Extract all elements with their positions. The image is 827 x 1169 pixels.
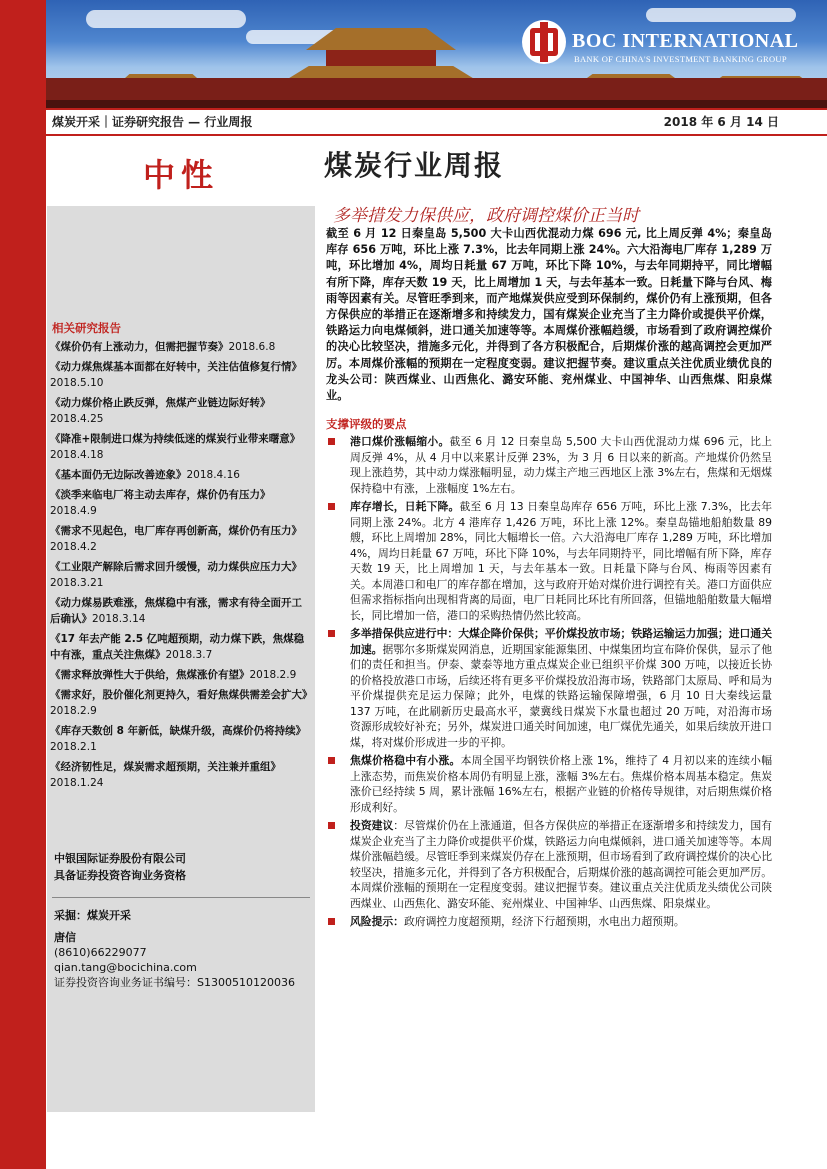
company-name: 中银国际证券股份有限公司 — [54, 852, 186, 865]
left-red-bar — [0, 0, 46, 1169]
related-report-item[interactable]: 《降准+限制进口煤为持续低迷的煤炭行业带来曙意》2018.4.18 — [50, 433, 301, 461]
related-reports-list — [50, 339, 312, 795]
related-report-item[interactable]: 《17 年去产能 2.5 亿吨超预期，动力煤下跌，焦煤稳中有涨，重点关注焦煤》2018.3.7 — [50, 633, 305, 661]
report-subtitle: 多举措发力保供应，政府调控煤价正当时 — [333, 206, 639, 226]
report-title: 煤炭行业周报 — [324, 149, 505, 182]
sidebar-divider — [52, 897, 310, 898]
points-section-title: 支撑评级的要点 — [326, 417, 407, 431]
summary-paragraph: 截至 6 月 12 日秦皇岛 5,500 大卡山西优混动力煤 696 元, 比上周反弹 4%；秦皇岛库存 656 万吨，环比上涨 7.3%，比去年同期上涨 24%。六大沿海电厂库存 1,289 万吨，环比增加 4%，周均日耗量 67 万吨，环比下降 10%，与去年同期持平，同比增幅有所下降，库存天数 19 天，比上周增加 1 天，与去年基本一致。日耗量下降与台风、梅雨等因素有关。尽管旺季到来，而产地煤炭供应受到环保制约，煤价仍有上涨预期，但各方保供应的举措正在逐渐增多和持续发力，国有煤炭企业充当了主力降价或提供平价煤，铁路运力向电煤倾斜，进口通关加速等等。本周煤价涨幅趋缓，市场看到了政府调控煤价的决心比较坚决，措施多元化，并得到了各方积极配合，后期煤价涨的越高调控会更加严厉。本周煤价涨幅的预期在一定程度变弱。建议把握节奏。建议重点关注优质业绩优良的龙头公司：陕西煤业、山西焦化、潞安环能、兖州煤业、中国神华、山西焦煤、阳泉煤业。 — [326, 227, 772, 403]
related-report-item[interactable]: 《煤价仍有上涨动力，但需把握节奏》2018.6.8 — [50, 341, 276, 353]
related-report-item[interactable]: 《需求释放弹性大于供给，焦煤涨价有望》2018.2.9 — [50, 669, 297, 681]
analyst-info — [54, 930, 295, 990]
analyst-name: 唐信 — [54, 931, 76, 944]
key-point-item: 焦煤价格稳中有小涨。本周全国平均钢铁价格上涨 1%，维持了 4 月初以来的连续小幅上涨态势，而焦炭价格本周仍有明显上涨，涨幅 3%左右。焦煤价格本周基本稳定。焦炭涨价已经持续 5 周，累计涨幅 16%左右，根据产业链的价格传导规律，对后期焦煤价格形成利好。 — [326, 753, 772, 815]
bullet-square-icon — [328, 918, 335, 925]
header-divider-bottom — [46, 134, 827, 136]
analyst-phone: (8610)66229077 — [54, 946, 147, 959]
report-date: 2018 年 6 月 14 日 — [663, 115, 779, 129]
sector-source: 采掘：煤炭开采 — [54, 909, 131, 922]
key-point-item: 风险提示：政府调控力度超预期，经济下行超预期，水电出力超预期。 — [326, 914, 772, 930]
key-points-list — [326, 434, 772, 933]
related-report-item[interactable]: 《动力煤易跌难涨，焦煤稳中有涨，需求有待全面开工后确认》2018.3.14 — [50, 597, 302, 625]
related-report-item[interactable]: 《淡季来临电厂将主动去库存，煤价仍有压力》2018.4.9 — [50, 489, 271, 517]
brand-subtitle: BANK OF CHINA'S INVESTMENT BANKING GROUP — [574, 54, 787, 64]
brand-name: BOC INTERNATIONAL — [572, 30, 799, 52]
related-report-item[interactable]: 《基本面仍无边际改善迹象》2018.4.16 — [50, 469, 240, 481]
bullet-square-icon — [328, 438, 335, 445]
boc-logo-icon — [522, 20, 566, 64]
key-point-item: 投资建议：尽管煤价仍在上涨通道，但各方保供应的举措正在逐渐增多和持续发力，国有煤炭企业充当了主力降价或提供平价煤，铁路运力向电煤倾斜，进口通关加速等等。本周煤价涨幅趋缓。尽管旺季到来煤炭仍存在上涨预期，但市场看到了政府调控煤价的决心比较坚决，措施多元化，并得到了各方积极配合，后期煤价涨的越高调控可能会更加严厉。本周煤价涨幅的预期在一定程度变弱。建议把握节奏。建议重点关注优质龙头绩优公司陕西煤业、山西焦化、潞安环能、兖州煤业、中国神华、山西焦煤、阳泉煤业。 — [326, 818, 772, 911]
header-divider — [46, 108, 827, 110]
related-reports-title: 相关研究报告 — [52, 321, 121, 335]
related-report-item[interactable]: 《需求不见起色，电厂库存再创新高，煤价仍有压力》2018.4.2 — [50, 525, 302, 553]
related-report-item[interactable]: 《动力煤价格止跌反弹，焦煤产业链边际好转》2018.4.25 — [50, 397, 271, 425]
bullet-square-icon — [328, 757, 335, 764]
company-info — [54, 850, 186, 884]
related-report-item[interactable]: 《工业限产解除后需求回升缓慢，动力煤供应压力大》2018.3.21 — [50, 561, 302, 589]
related-report-item[interactable]: 《动力煤焦煤基本面都在好转中，关注估值修复行情》2018.5.10 — [50, 361, 302, 389]
company-qualification: 具备证券投资咨询业务资格 — [54, 869, 186, 882]
rating-badge: 中性 — [47, 140, 315, 206]
bullet-square-icon — [328, 630, 335, 637]
related-report-item[interactable]: 《库存天数创 8 年新低，缺煤升级，高煤价仍将持续》2018.2.1 — [50, 725, 307, 753]
key-point-item: 多举措保供应进行中：大煤企降价保供；平价煤投放市场；铁路运输运力加强；进口通关加速。据鄂尔多斯煤炭网消息，近期国家能源集团、中煤集团均宣布降价保供，显示了他们的责任和担当。伊泰、蒙泰等地方重点煤炭企业已组织平价煤 300 万吨，以接近长协的价格投放港口市场，后续还将有更多平价煤投放沿海市场，铁路部门太原局、呼和局为平价煤提供充足运力保障；此外，电煤的铁路运输保障增强，6 月 10 日大秦线运量 137 万吨，在此刷新历史最高水平，蒙冀线日煤炭下水量也超过 20 万吨，对沿海市场资源形成较好补充；另外，煤炭进口通关时间加速，电厂煤优先通关，如果后续放开进口煤，将对煤价形成进一步的平抑。 — [326, 626, 772, 750]
key-point-item: 港口煤价涨幅缩小。截至 6 月 12 日秦皇岛 5,500 大卡山西优混动力煤 696 元，比上周反弹 4%，从 4 月中以来累计反弹 23%，为 3 月 6 日以来的新高。产地煤价仍然呈现上涨趋势，其中动力煤涨幅明显，动力煤主产地三西地区上涨 3%左右，焦煤和无烟煤保持稳中有涨，上涨幅度 1%左右。 — [326, 434, 772, 496]
related-report-item[interactable]: 《经济韧性足，煤炭需求超预期，关注兼并重组》2018.1.24 — [50, 761, 281, 789]
related-report-item[interactable]: 《需求好，股价催化剂更持久，看好焦煤供需差会扩大》2018.2.9 — [50, 689, 313, 717]
bullet-square-icon — [328, 822, 335, 829]
analyst-cert: 证券投资咨询业务证书编号：S1300510120036 — [54, 976, 295, 989]
analyst-email[interactable]: qian.tang@bocichina.com — [54, 961, 197, 974]
bullet-square-icon — [328, 503, 335, 510]
key-point-item: 库存增长，日耗下降。截至 6 月 13 日秦皇岛库存 656 万吨，环比上涨 7.3%，比去年同期上涨 24%。北方 4 港库存 1,426 万吨，环比上涨 12%。秦皇岛锚地船舶数量 89 艘，环比上周增加 28%，同比大幅增长一倍。六大沿海电厂库存 1,289 万吨，环比增加 4%，周均日耗量 67 万吨，环比下降 10%，与去年同期持平，同比增幅有所下降，库存天数 19 天，比上周增加 1 天，与去年基本一致。日耗量下降与台风、梅雨等因素有关。本周港口和电厂的库存都在增加，这与政府开始对煤价进行调控有关。港口方面供应但需求指标指向出现相背离的局面，电厂日耗同比环比有所回落，但锚地船舶数量大幅增长，同比增加一倍，港口的采购热情仍然比较高。 — [326, 499, 772, 623]
breadcrumb: 煤炭开采｜证券研究报告 — 行业周报 — [52, 115, 253, 129]
